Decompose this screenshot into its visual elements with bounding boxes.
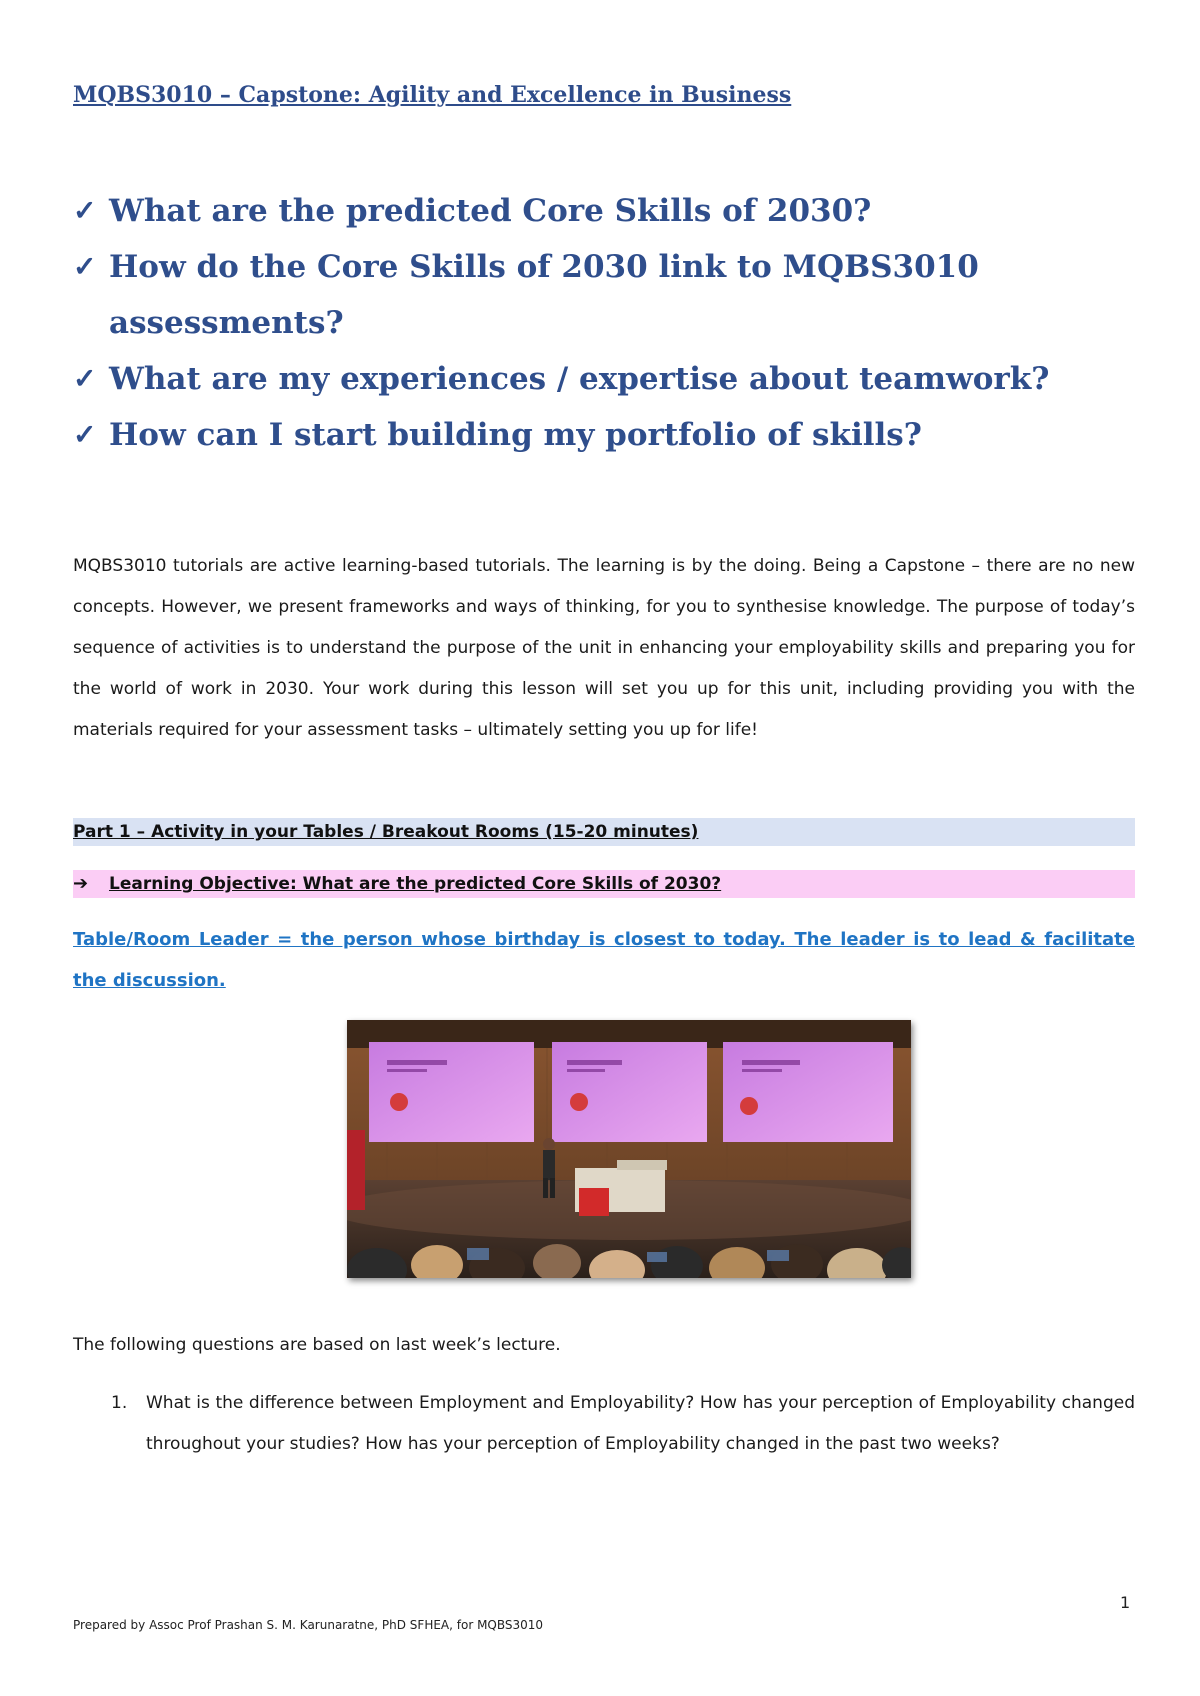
arrow-right-icon: ➔ [73,873,89,894]
checklist-item [73,407,1133,463]
lecture-hall-photo [347,1020,911,1278]
lecture-hall-illustration [347,1020,911,1278]
part1-heading: Part 1 – Activity in your Tables / Breakout Rooms (15-20 minutes) [73,818,1135,846]
checklist-item [73,183,1133,239]
page-number: 1 [1120,1593,1131,1612]
questions-intro: The following questions are based on last week’s lecture. [73,1335,561,1355]
footer-credit: Prepared by Assoc Prof Prashan S. M. Karunaratne, PhD SFHEA, for MQBS3010 [73,1618,544,1632]
document-title: MQBS3010 – Capstone: Agility and Excellence in Business [73,82,792,108]
checklist-text: What are the predicted Core Skills of 2030? [109,193,872,229]
checklist-text: How do the Core Skills of 2030 link to MQBS3010 assessments? [109,249,979,341]
learning-objective [73,870,1135,898]
objectives-checklist [73,183,1133,463]
checkmark-icon: ✓ [73,250,97,283]
checkmark-icon: ✓ [73,194,97,227]
checkmark-icon: ✓ [73,362,97,395]
questions-list [73,1383,1135,1465]
checkmark-icon: ✓ [73,418,97,451]
leader-note: Table/Room Leader = the person whose birthday is closest to today. The leader is to lead & facilitate the discussion. [73,929,1135,991]
checklist-text: How can I start building my portfolio of skills? [109,417,922,453]
question-text: What is the difference between Employment and Employability? How has your perception of Employability changed throughout your studies? How has your perception of Employability changed in the past two weeks? [146,1393,1135,1454]
checklist-item [73,351,1133,407]
checklist-item [73,239,1133,351]
list-item [73,1383,1135,1465]
learning-objective-text: Learning Objective: What are the predicted Core Skills of 2030? [109,874,722,894]
intro-paragraph: MQBS3010 tutorials are active learning-based tutorials. The learning is by the doing. Being a Capstone – there are no new concepts. However, we present frameworks and ways of thinking, for you to synthesise knowledge. The purpose of today’s sequence of activities is to understand the purpose of the unit in enhancing your employability skills and preparing you for the world of work in 2030. Your work during this lesson will set you up for this unit, including providing you with the materials required for your assessment tasks – ultimately setting you up for life! [73,556,1135,740]
question-number: 1. [111,1393,128,1413]
checklist-text: What are my experiences / expertise about teamwork? [109,361,1050,397]
